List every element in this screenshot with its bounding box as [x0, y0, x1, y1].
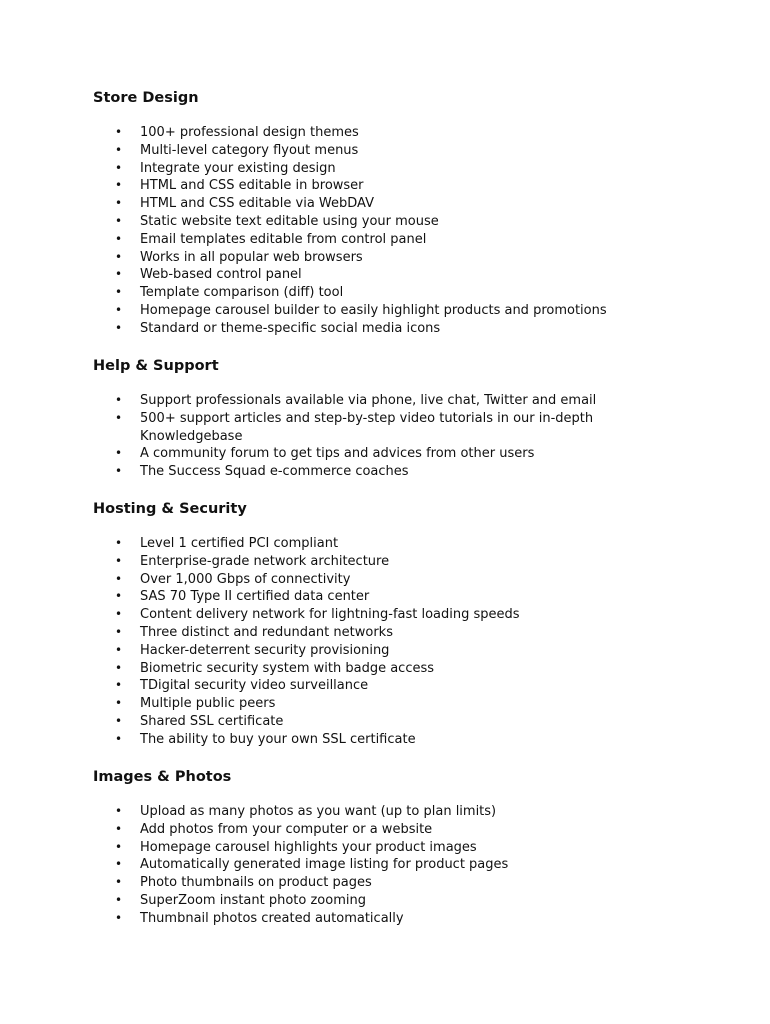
bullet-icon: • [115, 892, 123, 907]
list-item-text: Over 1,000 Gbps of connectivity [140, 571, 351, 587]
section-title: Images & Photos [93, 769, 232, 785]
list-item-text: Support professionals available via phone, live chat, Twitter and email [140, 393, 597, 408]
list-item-text: SAS 70 Type II certified data center [140, 589, 370, 605]
list-item-text: A community forum to get tips and advices from other users [140, 446, 535, 462]
list-item-text: Static website text editable using your mouse [140, 213, 439, 229]
bullet-icon: • [115, 553, 123, 568]
list-item [93, 553, 653, 571]
list-item [93, 320, 653, 338]
bullet-icon: • [115, 910, 123, 925]
list-item [93, 284, 653, 302]
bullet-icon: • [115, 696, 123, 711]
feature-list [93, 535, 653, 749]
bullet-icon: • [115, 249, 123, 264]
list-item-text: Photo thumbnails on product pages [140, 875, 372, 891]
bullet-icon: • [115, 231, 123, 246]
list-item-text: Standard or theme-specific social media icons [140, 320, 441, 336]
list-item [93, 803, 653, 821]
list-item [93, 821, 653, 839]
feature-list [93, 392, 653, 481]
bullet-icon: • [115, 857, 123, 872]
bullet-icon: • [115, 464, 123, 479]
list-item [93, 642, 653, 660]
list-item-text: Homepage carousel builder to easily highlight products and promotions [140, 302, 607, 318]
bullet-icon: • [115, 125, 123, 139]
list-item [93, 463, 653, 481]
list-item-text: Multiple public peers [140, 696, 276, 712]
list-item-text: TDigital security video surveillance [140, 678, 369, 694]
list-item [93, 856, 653, 874]
list-item-text: HTML and CSS editable in browser [140, 178, 364, 194]
bullet-icon: • [115, 607, 123, 622]
bullet-icon: • [115, 410, 123, 425]
bullet-icon: • [115, 731, 123, 746]
bullet-icon: • [115, 642, 123, 657]
list-item-text: Content delivery network for lightning-fast loading speeds [140, 607, 520, 623]
list-item-text: Hacker-deterrent security provisioning [140, 642, 390, 658]
section-title: Hosting & Security [93, 501, 247, 517]
bullet-icon: • [115, 660, 123, 675]
bullet-icon: • [115, 589, 123, 604]
bullet-icon: • [115, 713, 123, 728]
bullet-icon: • [115, 160, 123, 175]
section-title: Help & Support [93, 358, 219, 374]
list-item-text: Upload as many photos as you want (up to plan limits) [140, 804, 497, 819]
section-help-support [93, 356, 653, 481]
list-item-text: Automatically generated image listing for product pages [140, 857, 509, 873]
list-item-text: The ability to buy your own SSL certificate [140, 731, 416, 747]
bullet-icon: • [115, 839, 123, 854]
list-item [93, 410, 653, 446]
list-item [93, 571, 653, 589]
list-item [93, 124, 653, 142]
feature-list [93, 803, 653, 928]
list-item [93, 624, 653, 642]
list-item [93, 392, 653, 410]
list-item [93, 177, 653, 195]
bullet-icon: • [115, 196, 123, 211]
bullet-icon: • [115, 302, 123, 317]
list-item-text: Multi-level category flyout menus [140, 142, 359, 158]
section-hosting-security [93, 499, 653, 749]
feature-list [93, 124, 653, 338]
list-item [93, 695, 653, 713]
list-item [93, 249, 653, 267]
bullet-icon: • [115, 804, 123, 818]
list-item-text: Web-based control panel [140, 267, 302, 283]
bullet-icon: • [115, 178, 123, 193]
bullet-icon: • [115, 624, 123, 639]
list-item [93, 731, 653, 749]
bullet-icon: • [115, 213, 123, 228]
list-item [93, 660, 653, 678]
list-item [93, 302, 653, 320]
list-item-text: 500+ support articles and step-by-step video tutorials in our in-depth Knowledgebase [140, 410, 594, 444]
list-item-text: Enterprise-grade network architecture [140, 553, 390, 569]
list-item-text: Works in all popular web browsers [140, 249, 363, 265]
list-item [93, 160, 653, 178]
bullet-icon: • [115, 393, 123, 407]
list-item [93, 142, 653, 160]
bullet-icon: • [115, 536, 123, 550]
section-images-photos [93, 767, 653, 928]
list-item-text: The Success Squad e-commerce coaches [140, 464, 409, 480]
list-item [93, 839, 653, 857]
section-store-design [93, 88, 653, 338]
bullet-icon: • [115, 285, 123, 300]
list-item [93, 213, 653, 231]
list-item [93, 535, 653, 553]
list-item-text: Template comparison (diff) tool [140, 285, 344, 301]
list-item-text: SuperZoom instant photo zooming [140, 892, 366, 908]
list-item [93, 231, 653, 249]
bullet-icon: • [115, 142, 123, 157]
list-item-text: 100+ professional design themes [140, 125, 359, 140]
bullet-icon: • [115, 875, 123, 890]
list-item-text: Three distinct and redundant networks [140, 624, 393, 640]
list-item [93, 588, 653, 606]
list-item [93, 266, 653, 284]
section-title: Store Design [93, 90, 199, 106]
bullet-icon: • [115, 571, 123, 586]
list-item-text: Shared SSL certificate [140, 713, 284, 729]
list-item [93, 874, 653, 892]
list-item [93, 892, 653, 910]
bullet-icon: • [115, 821, 123, 836]
list-item-text: Thumbnail photos created automatically [140, 910, 404, 926]
bullet-icon: • [115, 678, 123, 693]
list-item-text: Integrate your existing design [140, 160, 336, 176]
bullet-icon: • [115, 267, 123, 282]
list-item-text: Homepage carousel highlights your product images [140, 839, 477, 855]
list-item [93, 606, 653, 624]
list-item [93, 195, 653, 213]
list-item [93, 910, 653, 928]
list-item-text: Level 1 certified PCI compliant [140, 536, 339, 551]
list-item-text: HTML and CSS editable via WebDAV [140, 196, 375, 212]
list-item [93, 677, 653, 695]
list-item [93, 713, 653, 731]
list-item-text: Biometric security system with badge access [140, 660, 435, 676]
list-item [93, 445, 653, 463]
list-item-text: Add photos from your computer or a website [140, 821, 433, 837]
list-item-text: Email templates editable from control panel [140, 231, 427, 247]
bullet-icon: • [115, 446, 123, 461]
bullet-icon: • [115, 320, 123, 335]
